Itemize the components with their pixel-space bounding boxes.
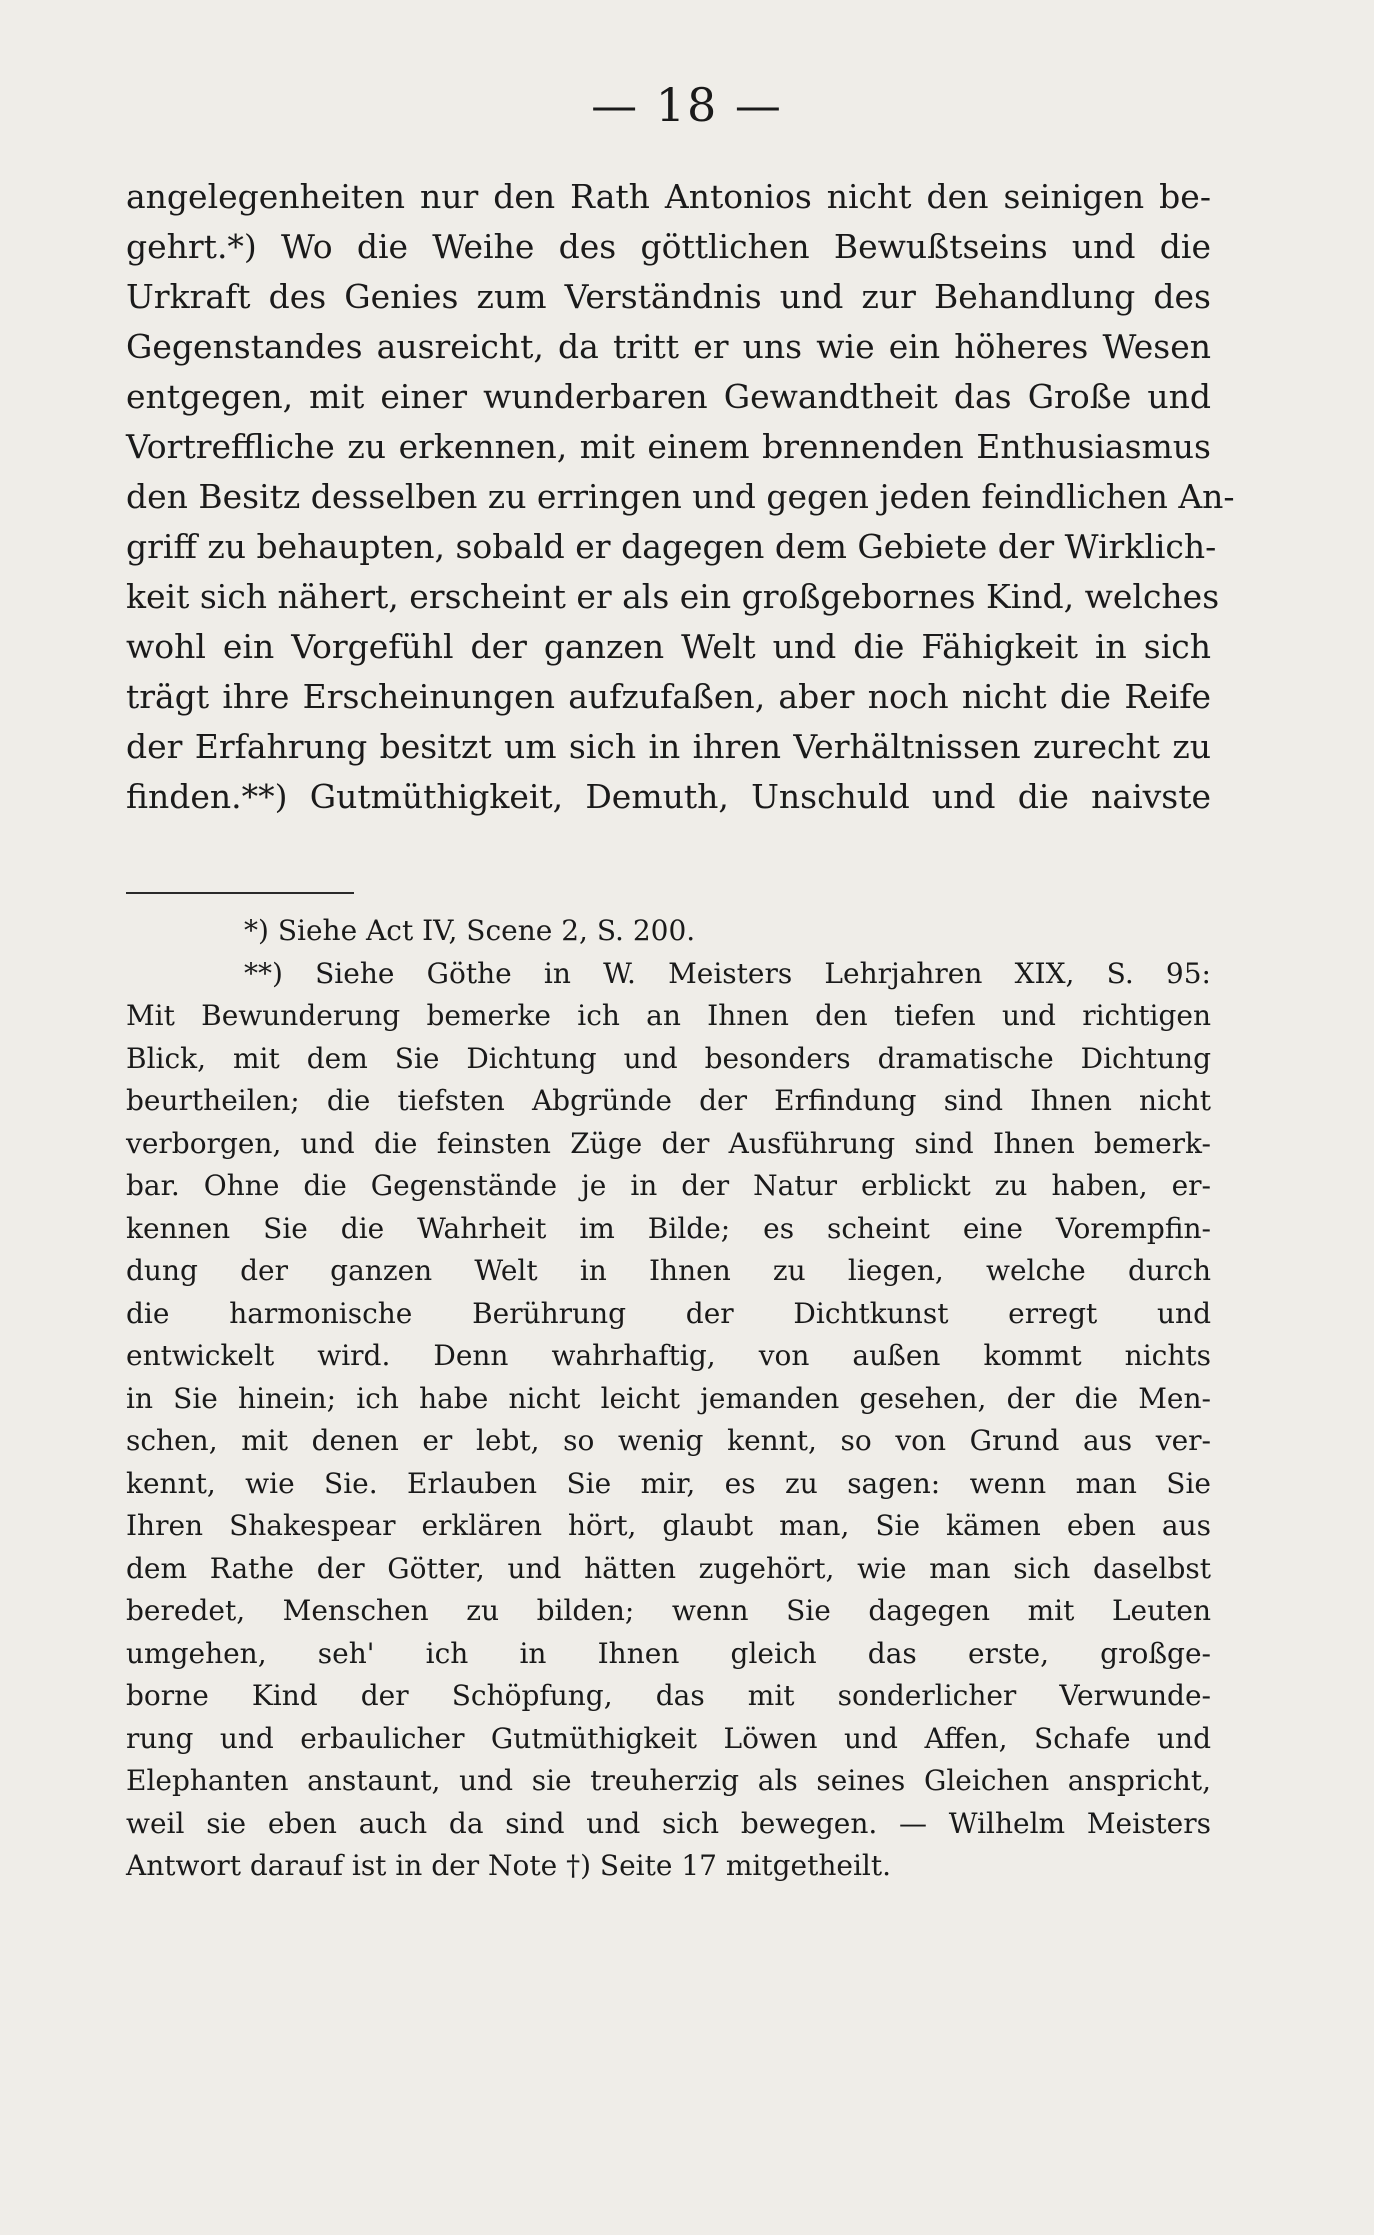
text-line: wohl ein Vorgefühl der ganzen Welt und die Fähigkeit in sich	[126, 627, 1211, 666]
footnote-line: dung der ganzen Welt in Ihnen zu liegen, welche durch	[126, 1254, 1211, 1287]
text-line: angelegenheiten nur den Rath Antonios nicht den seinigen be-	[126, 177, 1211, 216]
footnote-line: in Sie hinein; ich habe nicht leicht jemanden gesehen, der die Men-	[126, 1381, 1211, 1415]
page-number: — 18 —	[591, 78, 783, 132]
footnote-line: bar. Ohne die Gegenstände je in der Natur erblickt zu haben, er-	[126, 1169, 1211, 1202]
footnote-separator	[126, 892, 354, 894]
footnote-line: umgehen, seh' ich in Ihnen gleich das erste, großge-	[126, 1636, 1211, 1670]
footnote-line: die harmonische Berührung der Dichtkunst erregt und	[126, 1296, 1211, 1330]
footnote-line: beredet, Menschen zu bilden; wenn Sie dagegen mit Leuten	[126, 1594, 1211, 1627]
footnote-line: *) Siehe Act IV, Scene 2, S. 200.	[244, 914, 696, 947]
footnote-line: **) Siehe Göthe in W. Meisters Lehrjahren XIX, S. 95:	[244, 956, 1211, 990]
text-line: Urkraft des Genies zum Verständnis und zur Behandlung des	[126, 277, 1211, 316]
text-line: griff zu behaupten, sobald er dagegen dem Gebiete der Wirklich-	[126, 527, 1217, 566]
text-line: den Besitz desselben zu erringen und gegen jeden feindlichen An-	[126, 477, 1235, 516]
footnote-line: Antwort darauf ist in der Note †) Seite 17 mitgetheilt.	[126, 1849, 892, 1882]
footnote-line: entwickelt wird. Denn wahrhaftig, von außen kommt nichts	[126, 1339, 1211, 1372]
text-line: finden.**) Gutmüthigkeit, Demuth, Unschuld und die naivste	[126, 777, 1211, 816]
footnotes-block	[126, 910, 1211, 1888]
footnote-line: kennt, wie Sie. Erlauben Sie mir, es zu sagen: wenn man Sie	[126, 1466, 1211, 1500]
text-line: keit sich nähert, erscheint er als ein großgebornes Kind, welches	[126, 577, 1220, 616]
footnote-line: dem Rathe der Götter, und hätten zugehört, wie man sich daselbst	[126, 1551, 1211, 1585]
text-line: trägt ihre Erscheinungen aufzufaßen, aber noch nicht die Reife	[126, 677, 1211, 716]
footnote-line: rung und erbaulicher Gutmüthigkeit Löwen und Affen, Schafe und	[126, 1721, 1211, 1755]
main-text-block	[126, 172, 1235, 822]
footnote-line: Blick, mit dem Sie Dichtung und besonders dramatische Dichtung	[126, 1041, 1211, 1075]
footnote-line: Elephanten anstaunt, und sie treuherzig als seines Gleichen anspricht,	[126, 1764, 1211, 1797]
footnote-line: beurtheilen; die tiefsten Abgründe der Erfindung sind Ihnen nicht	[126, 1084, 1211, 1117]
footnote-line: schen, mit denen er lebt, so wenig kennt, so von Grund aus ver-	[126, 1424, 1211, 1457]
text-line: Vortreffliche zu erkennen, mit einem brennenden Enthusiasmus	[126, 427, 1211, 466]
footnote-line: kennen Sie die Wahrheit im Bilde; es scheint eine Vorempfin-	[126, 1211, 1211, 1245]
footnote-line: Mit Bewunderung bemerke ich an Ihnen den tiefen und richtigen	[126, 999, 1211, 1032]
footnote-line: verborgen, und die feinsten Züge der Ausführung sind Ihnen bemerk-	[126, 1126, 1211, 1160]
text-line: entgegen, mit einer wunderbaren Gewandtheit das Große und	[126, 377, 1211, 416]
text-line: der Erfahrung besitzt um sich in ihren Verhältnissen zurecht zu	[126, 727, 1211, 766]
footnote-line: borne Kind der Schöpfung, das mit sonderlicher Verwunde-	[126, 1679, 1211, 1712]
footnote-line: Ihren Shakespear erklären hört, glaubt man, Sie kämen eben aus	[126, 1509, 1211, 1542]
text-line: Gegenstandes ausreicht, da tritt er uns wie ein höheres Wesen	[126, 327, 1211, 366]
footnote-line: weil sie eben auch da sind und sich bewegen. — Wilhelm Meisters	[126, 1806, 1211, 1840]
text-line: gehrt.*) Wo die Weihe des göttlichen Bewußtseins und die	[126, 227, 1211, 266]
